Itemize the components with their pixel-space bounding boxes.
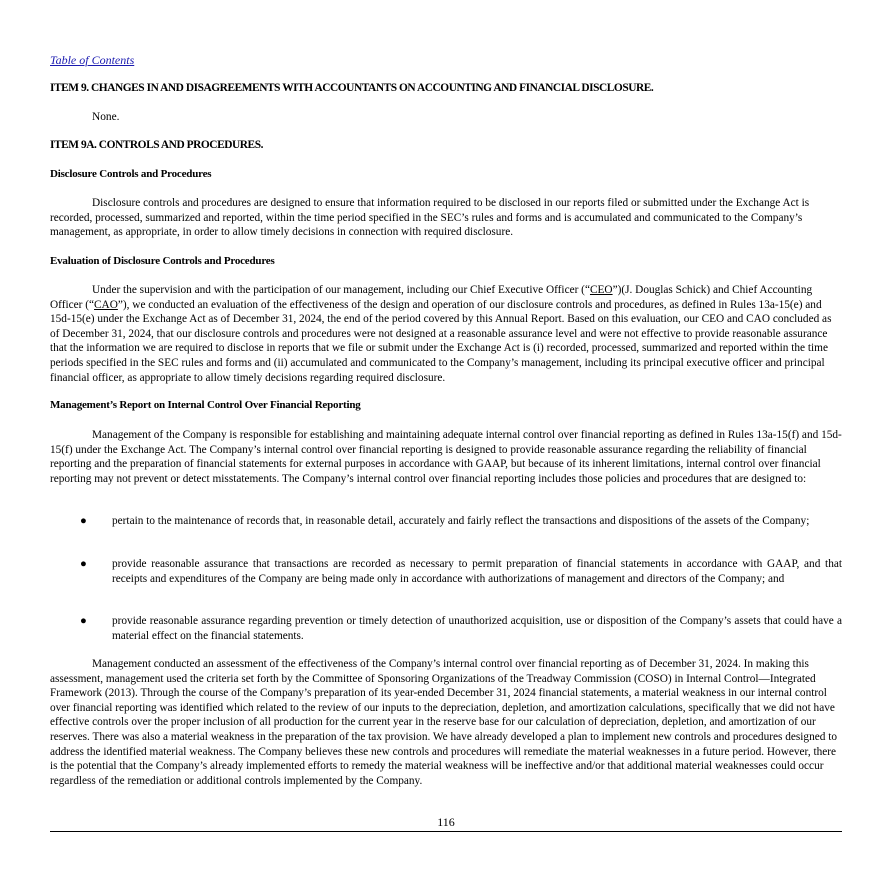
ceo-abbreviation: CEO — [589, 284, 613, 296]
evaluation-heading: Evaluation of Disclosure Controls and Procedures — [50, 255, 275, 267]
bullet-icon: ● — [80, 558, 87, 570]
evaluation-paragraph: Under the supervision and with the participation of our management, including our Chief Executive Officer (“CEO”)(J. Douglas Schick) and Chief Accounting Officer (“CAO”), we conducted an evaluation of the effectiveness of the design and operation of our disclosure controls and procedures, as defined in Rules 13a-15(e) and 15d-15(e) under the Exchange Act as of December 31, 2024, the end of the period covered by this Annual Report. Based on this evaluation, our CEO and CAO concluded as of December 31, 2024, that our disclosure controls and procedures were not designed at a reasonable assurance level and were not effective to provide reasonable assurance that the information we are required to disclose in reports that we file or submit under the Exchange Act is (i) recorded, processed, summarized and reported within the time periods specified in the SEC rules and forms and (ii) accumulated and communicated to the Company’s management, including its principal executive officer and principal financial officer, as appropriate to allow timely decisions regarding required disclosure. — [50, 284, 832, 384]
management-report-heading: Management’s Report on Internal Control Over Financial Reporting — [50, 399, 361, 411]
cao-abbreviation: CAO — [94, 298, 118, 311]
disclosure-controls-heading: Disclosure Controls and Procedures — [50, 168, 212, 180]
item-9-heading: ITEM 9. CHANGES IN AND DISAGREEMENTS WITH ACCOUNTANTS ON ACCOUNTING AND FINANCIAL DISCLOSURE. — [50, 82, 654, 94]
bullet-icon: ● — [80, 515, 87, 527]
management-report-paragraph: Management of the Company is responsible for establishing and maintaining adequate internal control over financial reporting as defined in Rules 13a-15(f) and 15d-15(f) under the Exchange Act. The Company’s internal control over financial reporting is designed to provide reasonable assurance regarding the reliability of financial reporting and the preparation of financial statements for external purposes in accordance with GAAP, but because of its inherent limitations, internal control over financial reporting may not prevent or detect misstatements. The Company’s internal control over financial reporting includes those policies and procedures that are designed to: — [50, 429, 842, 485]
page-number: 116 — [437, 815, 455, 829]
item-9a-heading: ITEM 9A. CONTROLS AND PROCEDURES. — [50, 139, 263, 151]
table-of-contents-link[interactable]: Table of Contents — [50, 53, 135, 67]
bullet-icon: ● — [80, 615, 87, 627]
disclosure-controls-paragraph: Disclosure controls and procedures are designed to ensure that information required to be disclosed in our reports filed or submitted under the Exchange Act is recorded, processed, summarized and reported, within the time period specified in the SEC’s rules and forms and is accumulated and communicated to the Company’s management, as appropriate, in order to allow timely decisions in connection with required disclosure. — [50, 197, 810, 239]
footer-divider — [50, 831, 842, 832]
item-9-body: None. — [92, 111, 120, 123]
assessment-paragraph: Management conducted an assessment of the effectiveness of the Company’s internal control over financial reporting as of December 31, 2024. In making this assessment, management used the criteria set forth by the Committee of Sponsoring Organizations of the Treadway Commission (COSO) in Internal Control—Integrated Framework (2013). Through the course of the Company’s preparation of its year-ended December 31, 2024 financial statements, a material weakness in our internal control over financial reporting was identified which related to the review of our inputs to the depreciation, depletion, and amortization calculations, specifically that we did not have effective controls over the proper inclusion of all production for the current year in the reserve base for our calculation of depreciation, depletion, and amortization of our reserves. There was also a material weakness in the preparation of the tax provision. We have already developed a plan to implement new controls and procedures designed to address the identified material weakness. The Company believes these new controls and procedures will remediate the material weaknesses in a future period. However, there is the potential that the Company’s already implemented efforts to remedy the material weakness will be ineffective and/or that additional material weaknesses could occur regardless of the remediation or additional controls implemented by the Company. — [50, 658, 837, 787]
